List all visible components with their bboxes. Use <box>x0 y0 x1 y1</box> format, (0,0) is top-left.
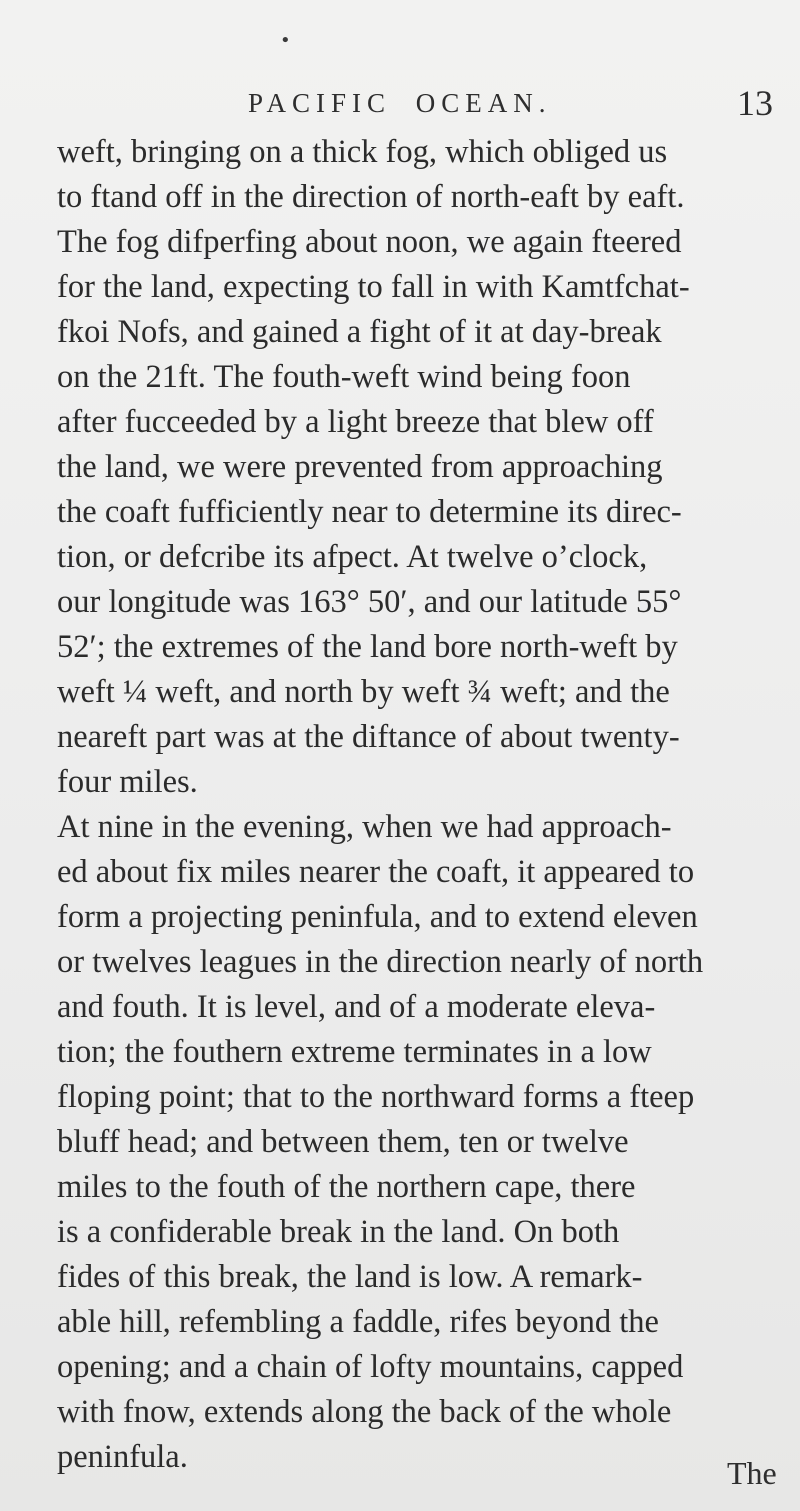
text-line: weft, bringing on a thick fog, which obliged us <box>57 134 668 170</box>
text-line: bluff head; and between them, ten or twelve <box>57 1124 629 1160</box>
text-line: weft ¼ weft, and north by weft ¾ weft; and the <box>57 674 670 710</box>
catchword: The <box>727 1455 777 1491</box>
text-line: for the land, expecting to fall in with Kamtfchat- <box>57 269 690 305</box>
text-line: the coaft fufficiently near to determine its direc- <box>57 494 682 530</box>
text-line: after fucceeded by a light breeze that blew off <box>57 404 654 440</box>
text-line: fides of this break, the land is low. A remark- <box>57 1259 643 1295</box>
text-line: tion; the fouthern extreme terminates in a low <box>57 1034 652 1070</box>
text-line: fkoi Nofs, and gained a fight of it at day-break <box>57 314 662 350</box>
page-number: 13 <box>737 83 773 123</box>
text-line: tion, or defcribe its afpect. At twelve o’clock, <box>57 539 648 575</box>
text-line: or twelves leagues in the direction nearly of north <box>57 944 704 980</box>
text-line: The fog difperfing about noon, we again fteered <box>57 224 682 260</box>
text-line: ed about fix miles nearer the coaft, it appeared to <box>57 854 695 890</box>
text-line: with fnow, extends along the back of the whole <box>57 1394 672 1430</box>
text-line: to ftand off in the direction of north-eaft by eaft. <box>57 179 685 215</box>
running-head <box>0 82 800 122</box>
text-line: opening; and a chain of lofty mountains, capped <box>57 1349 684 1385</box>
text-line: floping point; that to the northward forms a fteep <box>57 1079 695 1115</box>
text-line: four miles. <box>57 764 198 800</box>
paragraph-start-line: At nine in the evening, when we had approach- <box>57 809 672 845</box>
text-line: our longitude was 163° 50′, and our latitude 55° <box>57 584 682 620</box>
text-line: 52′; the extremes of the land bore north-weft by <box>57 629 678 665</box>
text-line: able hill, refembling a faddle, rifes beyond the <box>57 1304 659 1340</box>
text-line: neareft part was at the diftance of about twenty- <box>57 719 680 755</box>
text-line: miles to the fouth of the northern cape, there <box>57 1169 636 1205</box>
body-text <box>57 130 792 1480</box>
text-line: and fouth. It is level, and of a moderate eleva- <box>57 989 656 1025</box>
printer-mark: • <box>280 30 291 51</box>
text-line: form a projecting peninfula, and to extend eleven <box>57 899 698 935</box>
text-line: peninfula. <box>57 1439 188 1475</box>
running-title: PACIFIC OCEAN. <box>248 88 552 118</box>
text-line: the land, we were prevented from approaching <box>57 449 663 485</box>
text-line: is a confiderable break in the land. On both <box>57 1214 620 1250</box>
text-line: on the 21ft. The fouth-weft wind being foon <box>57 359 631 395</box>
